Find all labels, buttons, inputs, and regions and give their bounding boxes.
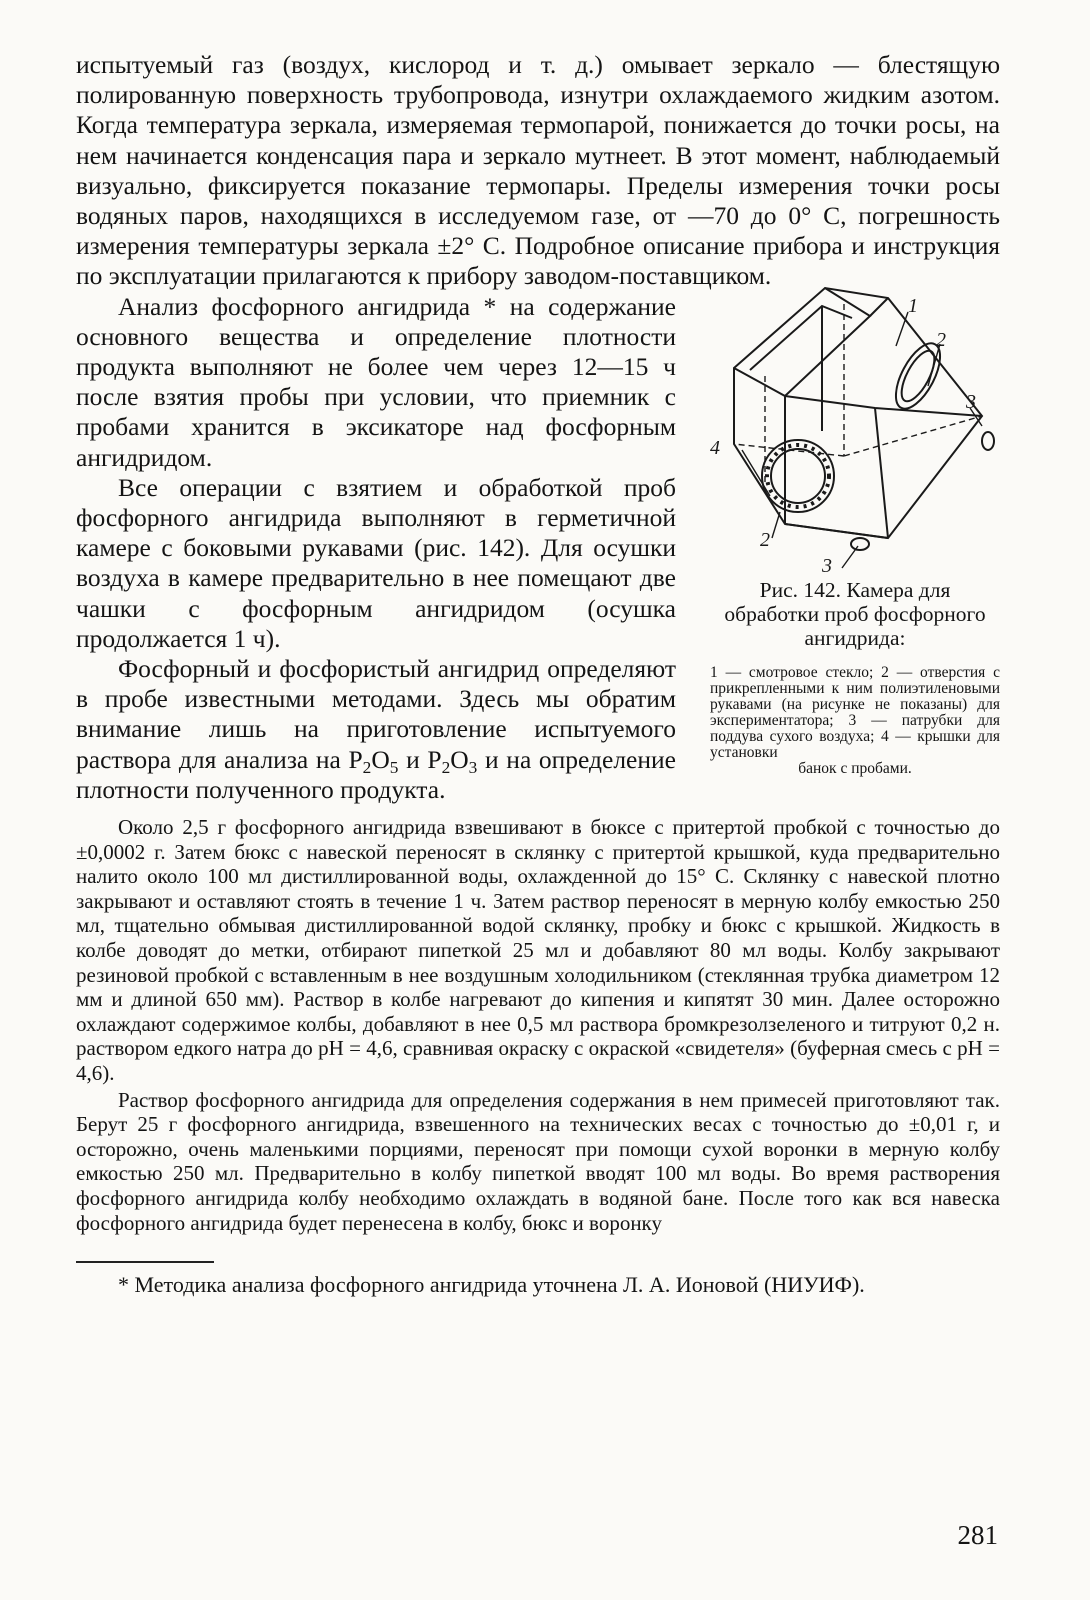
- footnote-rule: [76, 1261, 214, 1263]
- methods-text-c: и P: [398, 744, 442, 774]
- procedure-section: [76, 815, 1000, 1235]
- label-4: 4: [710, 436, 720, 459]
- figure-caption: [710, 665, 1000, 777]
- label-3-bottom: 3: [822, 554, 832, 576]
- figure-142: [710, 276, 1000, 805]
- paragraph-continued: испытуемый газ (воздух, кислород и т. д.) омывает зеркало — блестящую полированную поверхность трубопровода, изнутри охлаждаемого жидким азотом. Когда температура зеркала, измеряемая термопарой, понижается до точки росы, на нем начинается конденсация пара и зеркало мутнеет. В этот момент, наблюдаемый визуально, фиксируется показание термопары. Пределы измерения точки росы водяных паров, находящихся в исследуемом газе, от —70 до 0° С, погрешность измерения температуры зеркала ±2° С. Подробное описание прибора и инструкция по эксплуатации прилагаются к прибору заводом-поставщиком.: [76, 50, 1000, 291]
- subscript: 3: [468, 757, 478, 777]
- text-with-figure: [76, 292, 1000, 805]
- methods-text-b: O: [371, 744, 390, 774]
- paragraph-procedure-2: Раствор фосфорного ангидрида для определения содержания в нем примесей приготовляют так. Берут 25 г фосфорного ангидрида, взвешенного на технических весах с точностью до ±0,01 г, и осторожно, очень маленькими порциями, переносят при помощи сухой воронки в мерную колбу емкостью 250 мл. Предварительно в колбу пипеткой вводят 100 мл воды. Во время растворения фосфорного ангидрида колбу необходимо охлаждать в водяной бане. После того как вся навеска фосфорного ангидрида будет перенесена в колбу, бюкс и воронку: [76, 1087, 1000, 1235]
- figure-caption-main: 1 — смотровое стекло; 2 — отверстия с прикрепленными к ним полиэтиленовыми рукавами (на рисунке не показаны) для экспериментатора; 3 — патрубки для поддува сухого воздуха; 4 — крышки для установки: [710, 664, 1000, 762]
- paragraph-methods: [76, 654, 676, 805]
- footnote: * Методика анализа фосфорного ангидрида уточнена Л. А. Ионовой (НИУИФ).: [118, 1272, 865, 1298]
- label-2-glass: 2: [936, 328, 946, 351]
- chamber-drawing: [710, 276, 1000, 576]
- arm-port: [762, 440, 834, 512]
- methods-text-d: O: [450, 744, 469, 774]
- methods-text-a: Фосфорный и фосфористый ангидрид определяют в пробе известными методами. Здесь мы обратим внимание лишь на приготовление испытуемого раствора для анализа на P: [76, 654, 676, 774]
- subscript: 5: [389, 757, 399, 777]
- figure-title: Рис. 142. Камера для обработки проб фосфорного ангидрида:: [724, 577, 986, 650]
- left-column: [76, 292, 676, 805]
- paragraph-analysis: Анализ фосфорного ангидрида * на содержание основного вещества и определение плотности продукта выполняют не более чем через 12—15 ч после взятия пробы при условии, что приемник с пробами хранится в эксикаторе над фосфорным ангидридом.: [76, 291, 676, 472]
- chamber-illustration: [710, 276, 1000, 576]
- paragraph-procedure-1: Около 2,5 г фосфорного ангидрида взвешивают в бюксе с притертой пробкой с точностью до ±0,0002 г. Затем бюкс с навеской переносят в склянку с притертой крышкой, куда предварительно налито около 100 мл дистиллированной воды, охлажденной до 15° С. Склянку с навеской плотно закрывают и оставляют стоять в течение 1 ч. Затем раствор переносят в мерную колбу емкостью 250 мл, тщательно обмывая дистиллированной водой склянку, пробку и бюкс с крышкой. Жидкость в колбе доводят до метки, отбирают пипеткой 25 мл и добавляют 80 мл воды. Колбу закрывают резиновой пробкой с вставленным в нее воздушным холодильником (стеклянная трубка диаметром 12 мм и длиной 650 мм). Раствор в колбе нагревают до кипения и кипятят 30 мин. Далее осторожно охлаждают содержимое колбы, добавляют в нее 0,5 мл раствора бромкрезолзеленого и титруют 0,2 н. раствором едкого натра до pH = 4,6, сравнивая окраску с окраской «свидетеля» (буферная смесь с pH = 4,6).: [76, 815, 1000, 1086]
- subscript: 2: [441, 757, 451, 777]
- figure-caption-last: банок с пробами.: [798, 760, 912, 778]
- label-3-right: 3: [966, 390, 976, 413]
- page-body: [76, 50, 1000, 1298]
- methods-text-e: и на определение плотности полученного продукта.: [76, 744, 676, 804]
- leader-lines: [742, 312, 982, 568]
- page-number: 281: [957, 1520, 998, 1550]
- subscript: 2: [362, 757, 372, 777]
- air-inlets: [851, 432, 994, 550]
- label-2-port: 2: [760, 528, 770, 551]
- label-1: 1: [908, 294, 918, 317]
- paragraph-operations: Все операции с взятием и обработкой проб фосфорного ангидрида выполняют в герметичной камере с боковыми рукавами (рис. 142). Для осушки воздуха в камере предварительно в нее помещают две чашки с фосфорным ангидридом (осушка продолжается 1 ч).: [76, 472, 676, 653]
